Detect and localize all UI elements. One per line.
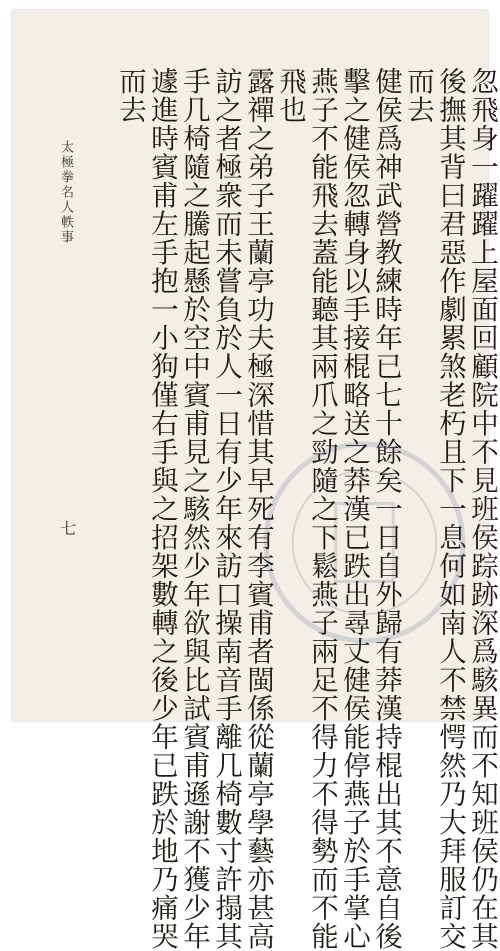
text-column: 健侯爲神武營教練時年已七十餘矣一日自外歸有莽漢持棍出其不意自後: [370, 67, 402, 951]
text-column: 遽進時賓甫左手抱一小狗僅右手與之招架數轉之後少年已跌於地乃痛哭: [146, 67, 178, 951]
text-column: 飛也: [274, 67, 306, 124]
running-header: 太極拳名人軼事: [58, 140, 73, 245]
text-column: 後撫其背曰君惡作劇累煞老朽且下一息何如南人不禁愕然乃大拜服訂交: [434, 67, 466, 951]
text-column: 而去: [402, 67, 434, 124]
body-text: [86, 67, 498, 951]
page-number: 七: [58, 520, 77, 536]
text-column: 手几椅隨之騰起懸於空中賓甫見之駭然少年欲與比試賓甫遜謝不獲少年: [178, 67, 210, 951]
text-column: 而去: [114, 67, 146, 124]
text-column: 露禪之弟子王蘭亭功夫極深惜其早死有李賓甫者閩係從蘭亭學藝亦甚高: [242, 67, 274, 951]
text-column: 擊之健侯忽轉身以手接棍略送之莽漢已跌出尋丈健侯能停燕子於手掌心: [338, 67, 370, 951]
text-column: 訪之者極衆而未嘗負於人一日有少年來訪口操南音手離几椅數寸許搨其: [210, 67, 242, 951]
text-column: 忽飛身一躍躍上屋面回顧院中不見班侯踪跡深爲駭異而不知班侯仍在其: [466, 67, 498, 951]
book-page: [12, 10, 498, 951]
text-column: 燕子不能飛去蓋能聽其兩爪之勁隨之下鬆燕子兩足不得力不得勢而不能: [306, 67, 338, 951]
